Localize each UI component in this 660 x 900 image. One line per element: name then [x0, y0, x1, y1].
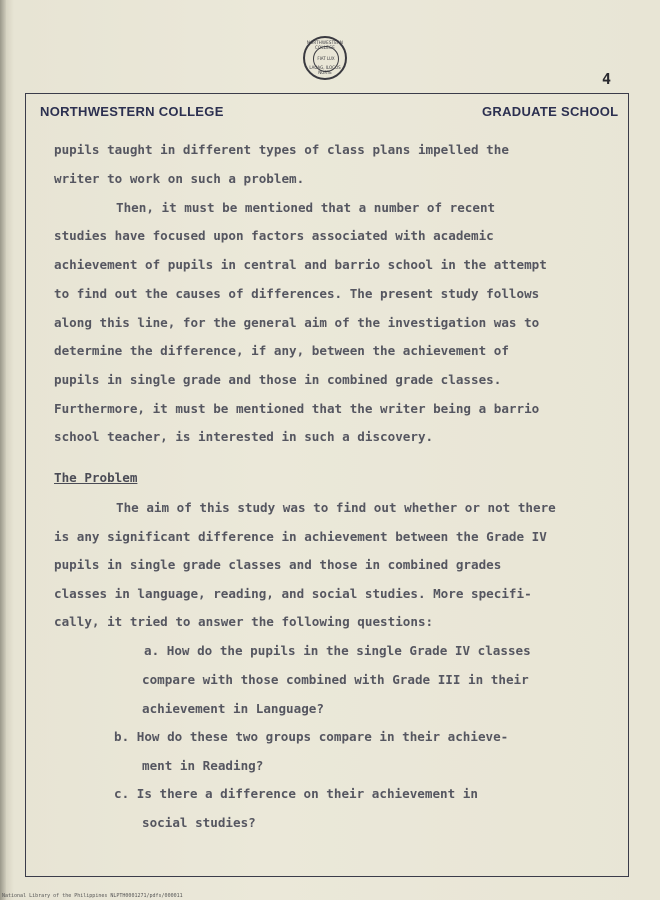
body-line: achievement of pupils in central and barrio school in the attempt [54, 257, 547, 272]
body-line: school teacher, is interested in such a discovery. [54, 429, 434, 444]
problem-line: is any significant difference in achievement between the Grade IV [54, 529, 547, 544]
question-line: compare with those combined with Grade III in their [142, 672, 529, 687]
body-line: Then, it must be mentioned that a number of recent [116, 200, 496, 215]
problem-line: classes in language, reading, and social studies. More specifi- [54, 586, 532, 601]
page-spine-shadow [0, 0, 6, 900]
body-line: determine the difference, if any, between the achievement of [54, 343, 509, 358]
body-line: pupils in single grade and those in combined grade classes. [54, 372, 502, 387]
question-line: c. Is there a difference on their achievement in [114, 786, 478, 801]
college-seal-icon [303, 36, 347, 80]
seal-top-text: NORTHWESTERN COLLEGE [306, 40, 344, 50]
page-number: 4 [602, 70, 612, 88]
question-line: achievement in Language? [142, 701, 324, 716]
body-line: pupils taught in different types of class plans impelled the [54, 142, 509, 157]
section-heading: The Problem [54, 470, 138, 485]
archive-footer: National Library of the Philippines NLPTH0001271/pdfs/000011 [2, 893, 183, 899]
body-line: studies have focused upon factors associated with academic [54, 228, 494, 243]
problem-line: cally, it tried to answer the following questions: [54, 614, 434, 629]
seal-bottom-text: LAOAG, ILOCOS NORTE [309, 65, 341, 75]
header-institution: NORTHWESTERN COLLEGE [40, 104, 224, 119]
question-line: ment in Reading? [142, 758, 264, 773]
seal-center-text: FIAT LUX [313, 46, 339, 72]
question-line: b. How do these two groups compare in their achieve- [114, 729, 509, 744]
body-line: along this line, for the general aim of the investigation was to [54, 315, 540, 330]
body-line: writer to work on such a problem. [54, 171, 305, 186]
header-school: GRADUATE SCHOOL [482, 104, 619, 119]
problem-line: The aim of this study was to find out whether or not there [116, 500, 556, 515]
problem-line: pupils in single grade classes and those in combined grades [54, 557, 502, 572]
body-line: to find out the causes of differences. The present study follows [54, 286, 540, 301]
question-line: a. How do the pupils in the single Grade IV classes [144, 643, 531, 658]
body-line: Furthermore, it must be mentioned that the writer being a barrio [54, 401, 540, 416]
question-line: social studies? [142, 815, 256, 830]
